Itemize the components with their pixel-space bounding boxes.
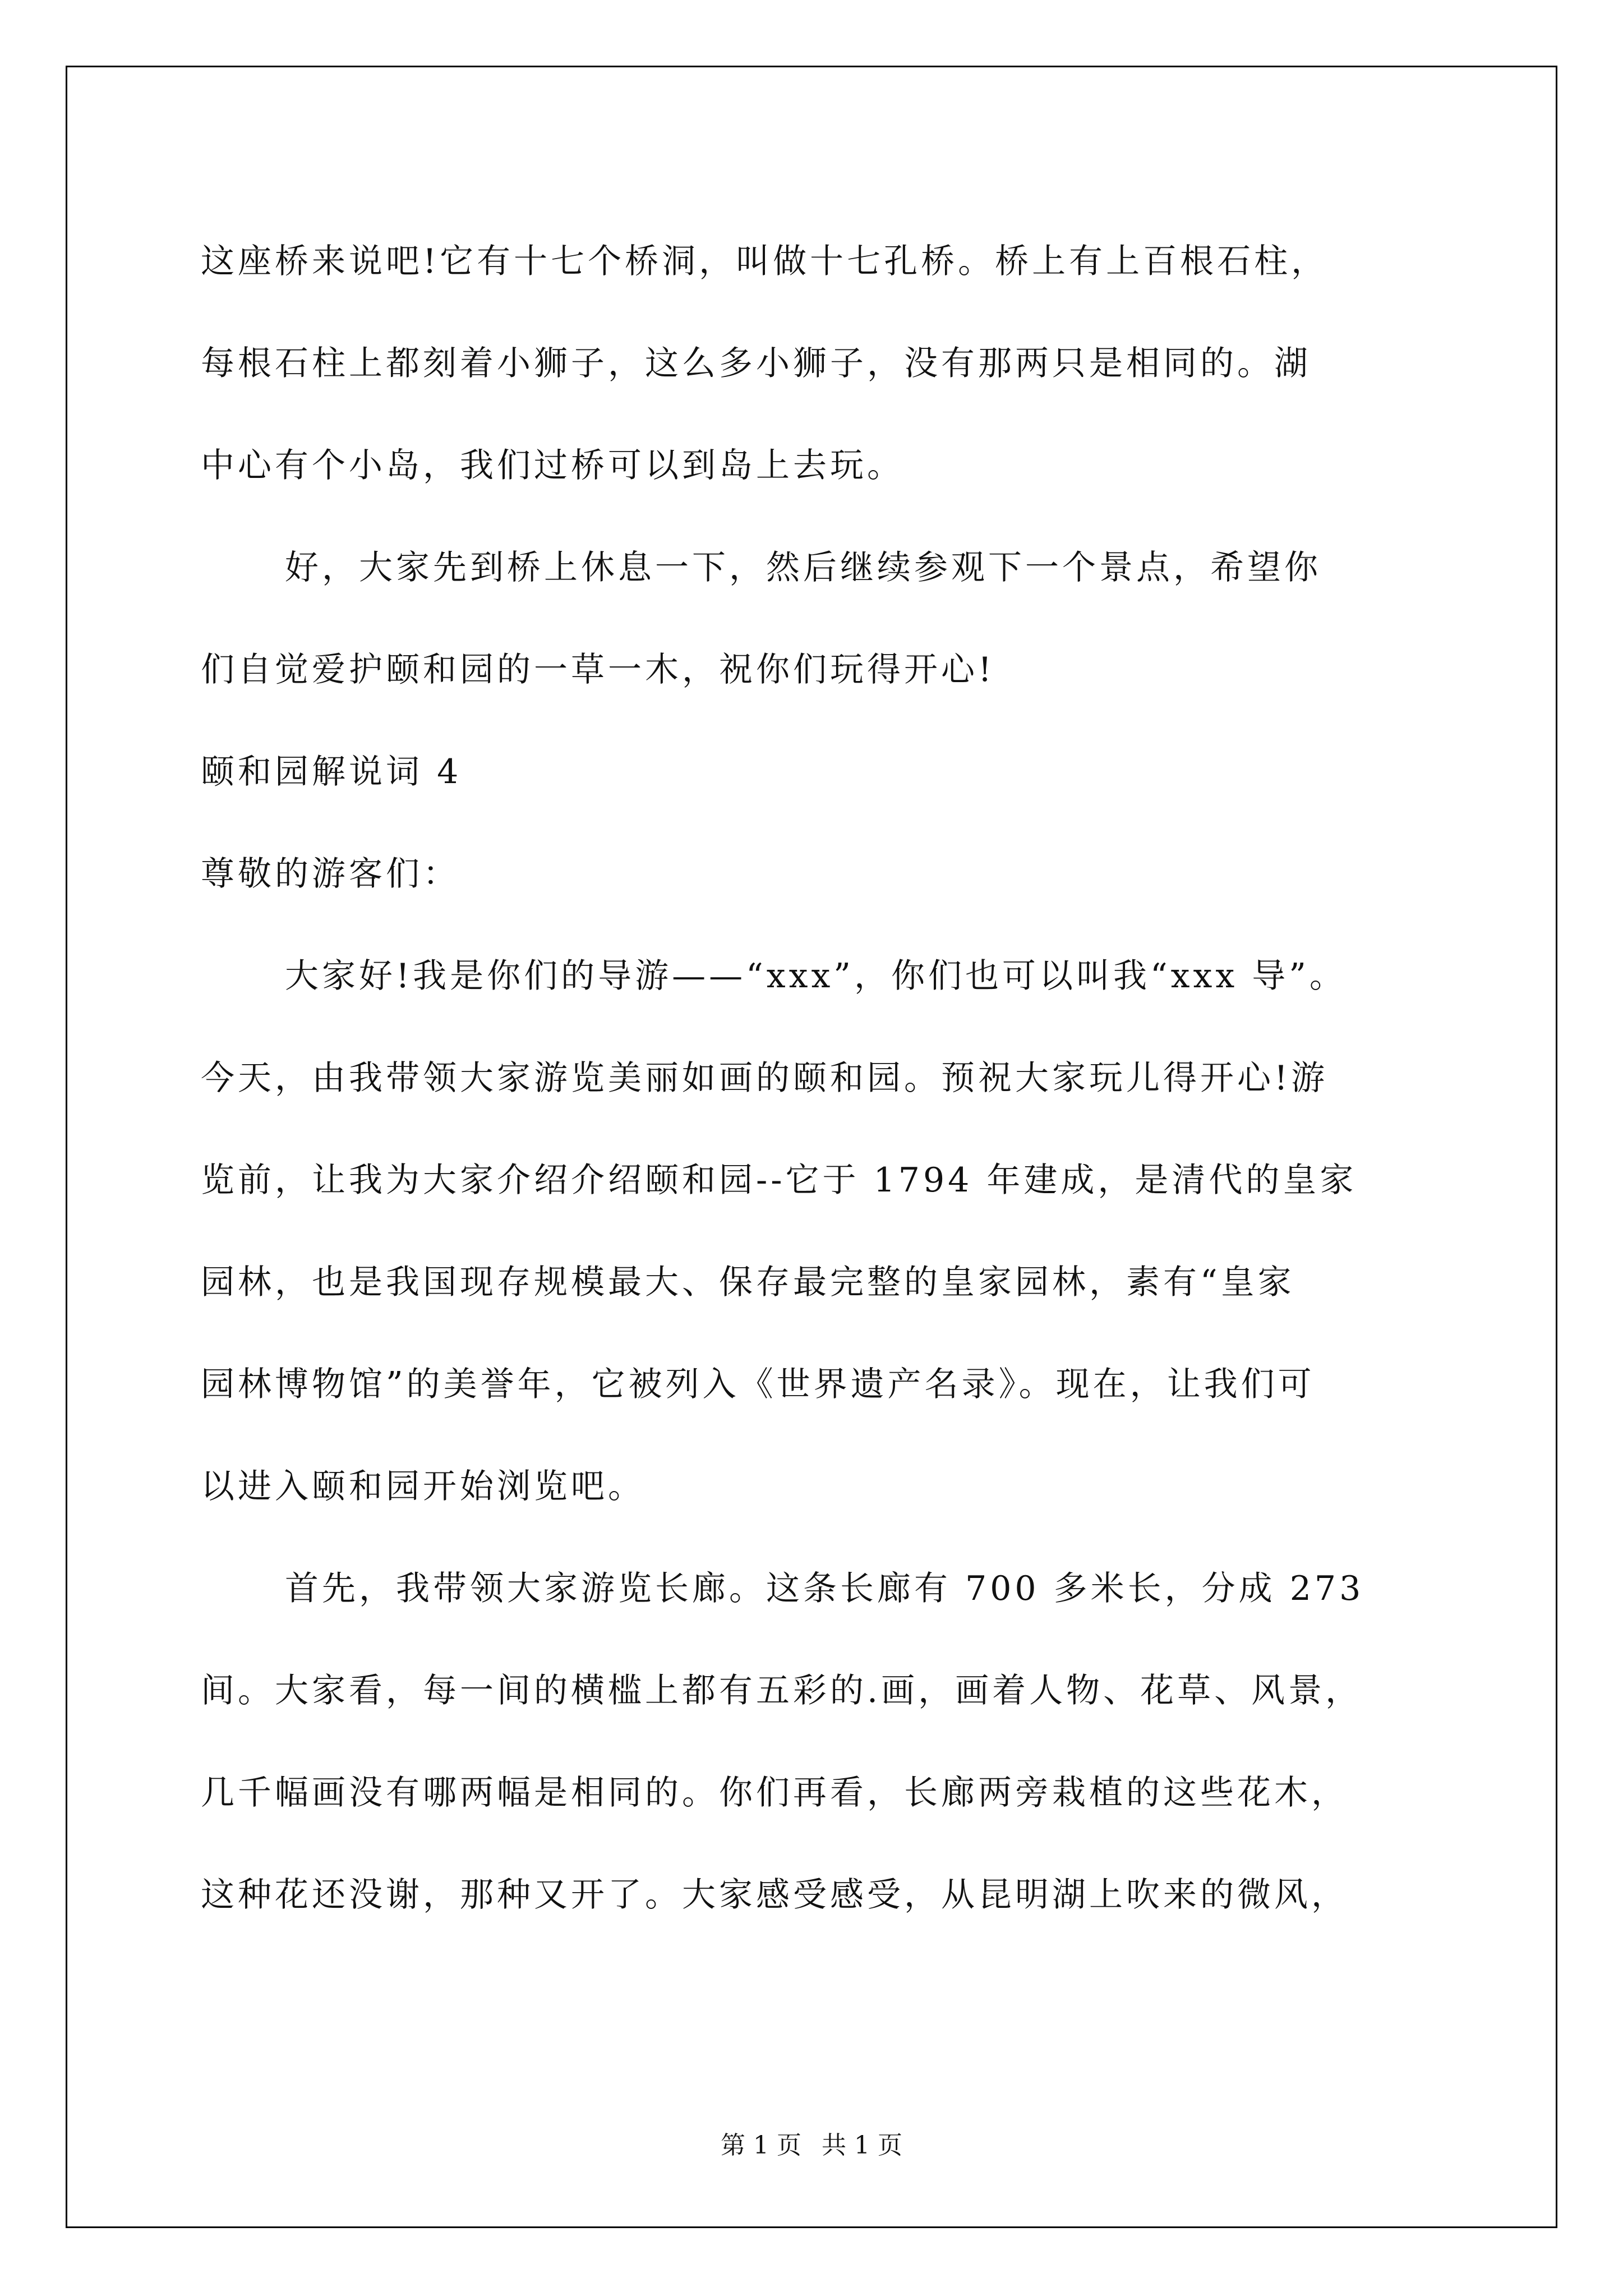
text-line: 这种花还没谢，那种又开了。大家感受感受，从昆明湖上吹来的微风， <box>201 1875 1348 1915</box>
paragraph-start: 大家好!我是你们的导游——“xxx”，你们也可以叫我“xxx 导”。 <box>285 956 1347 996</box>
text-line: 这座桥来说吧!它有十七个桥洞，叫做十七孔桥。桥上有上百根石柱， <box>201 242 1329 281</box>
section-heading: 颐和园解说词 4 <box>201 752 462 792</box>
text-line: 们自觉爱护颐和园的一草一木，祝你们玩得开心! <box>201 650 995 689</box>
text-line: 每根石柱上都刻着小狮子，这么多小狮子，没有那两只是相同的。湖 <box>201 344 1311 383</box>
text-line: 间。大家看，每一间的横槛上都有五彩的.画，画着人物、花草、风景， <box>201 1671 1363 1710</box>
text-line: 今天，由我带领大家游览美丽如画的颐和园。预祝大家玩儿得开心!游 <box>201 1059 1329 1098</box>
paragraph-start: 首先，我带领大家游览长廊。这条长廊有 700 多米长，分成 273 <box>285 1569 1364 1608</box>
page-total: 共 1 页 <box>822 2131 902 2160</box>
paragraph-start: 好，大家先到桥上休息一下，然后继续参观下一个景点，希望你 <box>285 548 1321 587</box>
text-line: 览前，让我为大家介绍介绍颐和园--它于 1794 年建成，是清代的皇家 <box>201 1161 1357 1200</box>
page-footer <box>0 2129 1623 2162</box>
text-line: 中心有个小岛，我们过桥可以到岛上去玩。 <box>201 446 904 485</box>
page-number: 第 1 页 <box>721 2131 801 2160</box>
text-line: 园林，也是我国现存规模最大、保存最完整的皇家园林，素有“皇家 <box>201 1263 1295 1302</box>
text-line: 几千幅画没有哪两幅是相同的。你们再看，长廊两旁栽植的这些花木， <box>201 1773 1348 1812</box>
text-line: 以进入颐和园开始浏览吧。 <box>201 1467 645 1506</box>
salutation: 尊敬的游客们： <box>201 854 460 894</box>
text-line: 园林博物馆”的美誉年，它被列入《世界遗产名录》。现在，让我们可 <box>201 1365 1315 1404</box>
document-body <box>201 210 1435 1946</box>
